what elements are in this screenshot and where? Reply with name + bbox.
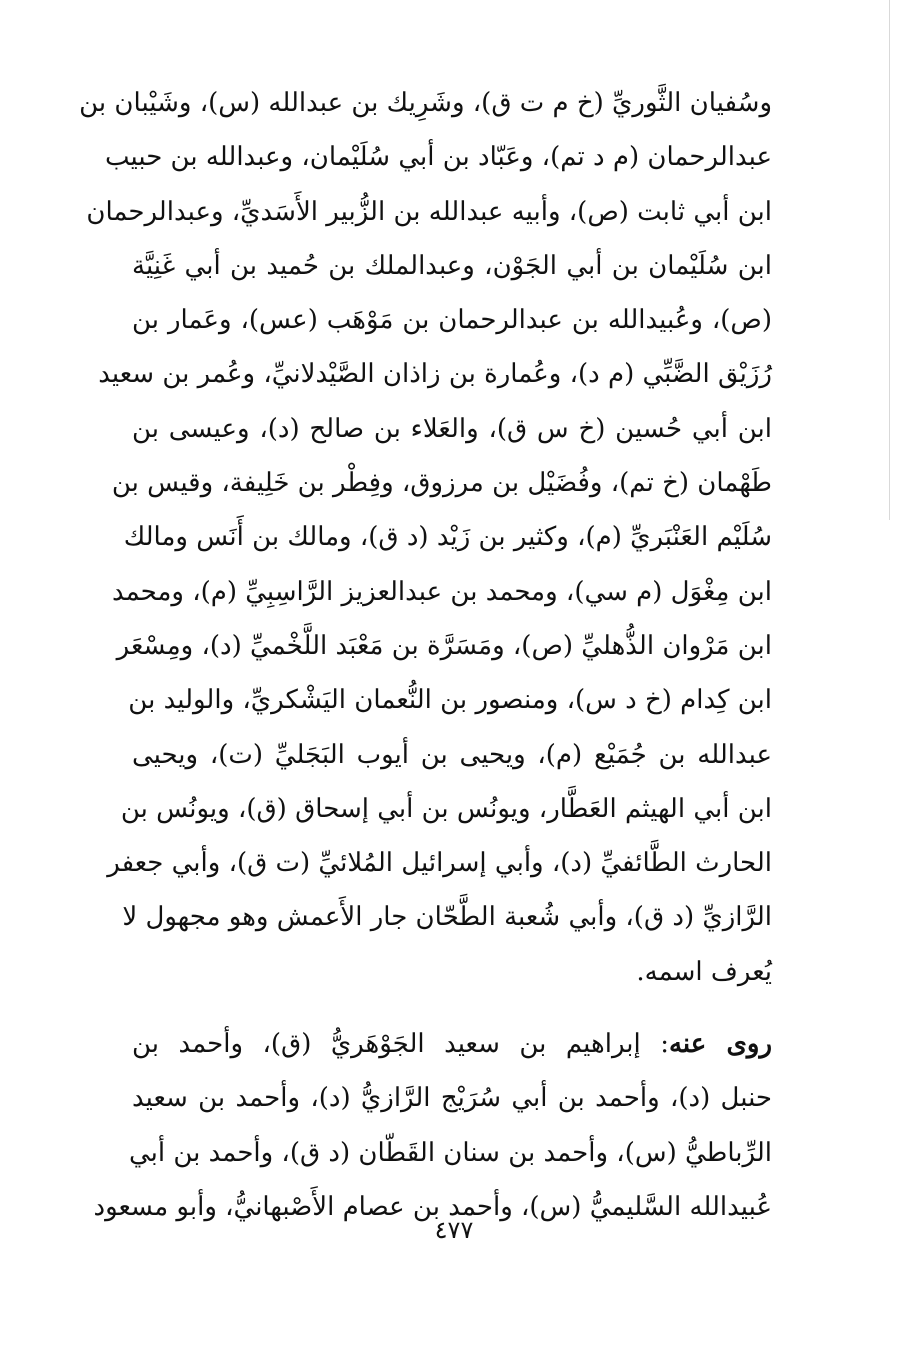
text-line: يُعرف اسمه. [636,956,772,987]
scan-edge-line [889,0,890,520]
text-line: وسُفيان الثَّوريِّ (خ م ت ق)، وشَرِيك بن عبدالله (س)، وشَيْبان بن [79,88,772,118]
text-line: ابن أبي حُسين (خ س ق)، والعَلاء بن صالح (د)، وعيسى بن [132,413,772,444]
text-line: الرِّباطيُّ (س)، وأحمد بن سنان القَطّان (د ق)، وأحمد بن أبي [128,1137,772,1168]
text-line: ابن سُلَيْمان بن أبي الجَوْن، وعبدالملك بن حُميد بن أبي غَنِيَّة [132,250,772,281]
text-line: سُلَيْم العَنْبَريِّ (م)، وكثير بن زَيْد (د ق)، ومالك بن أَنَس ومالك [123,522,772,553]
paragraph-gap [132,999,772,1017]
text-line: عبدالرحمان (م د تم)، وعَبّاد بن أبي سُلَيْمان، وعبدالله بن حبيب [105,142,772,173]
text-line: الرَّازيِّ (د ق)، وأبي شُعبة الطَّحّان جار الأَعمش وهو مجهول لا [122,902,772,933]
page-number: ٤٧٧ [434,1216,474,1244]
text-line [132,1017,772,1071]
text-line: الحارث الطَّائفيِّ (د)، وأبي إسرائيل المُلائيِّ (ت ق)، وأبي جعفر [107,848,772,879]
text-line: ابن مِغْوَل (م سي)، ومحمد بن عبدالعزيز الرَّاسِبِيِّ (م)، ومحمد [112,576,772,607]
text-line: (ص)، وعُبيدالله بن عبدالرحمان بن مَوْهَب (عس)، وعَمار بن [132,305,772,336]
text-line: ابن مَرْوان الذُّهليِّ (ص)، ومَسَرَّة بن مَعْبَد اللَّخْميِّ (د)، ومِسْعَر [116,630,772,661]
text-line: ابن أبي الهيثم العَطَّار، ويونُس بن أبي إسحاق (ق)، ويونُس بن [120,793,772,824]
paragraph-narrators-from [79,76,772,999]
text-line: طَهْمان (خ تم)، وفُضَيْل بن مرزوق، وفِطْر بن خَلِيفة، وقيس بن [111,468,772,499]
paragraph-narrated-by [93,1017,773,1234]
section-label: روى عنه [668,1029,773,1060]
text-line: رُزَيْق الضَّبِّي (م د)، وعُمارة بن زاذان الصَّيْدلانيِّ، وعُمر بن سعيد [98,359,772,390]
body-text [79,76,773,1234]
text-line: ابن كِدام (خ د س)، ومنصور بن النُّعمان اليَشْكريِّ، والوليد بن [128,685,772,716]
text-line-continuation: : إبراهيم بن سعيد الجَوْهَريُّ (ق)، وأحمد بن [132,1029,669,1060]
text-line: ابن أبي ثابت (ص)، وأبيه عبدالله بن الزُّبير الأَسَديِّ، وعبدالرحمان [86,196,772,227]
text-line: عبدالله بن جُمَيْع (م)، ويحيى بن أيوب البَجَليِّ (ت)، ويحيى [132,739,772,770]
text-line: عُبيدالله السَّليميُّ (س)، وأحمد بن عصام الأَصْبهانيُّ، وأبو مسعود [93,1191,772,1222]
text-line: حنبل (د)، وأحمد بن أبي سُرَيْج الرَّازيُّ (د)، وأحمد بن سعيد [132,1083,772,1114]
